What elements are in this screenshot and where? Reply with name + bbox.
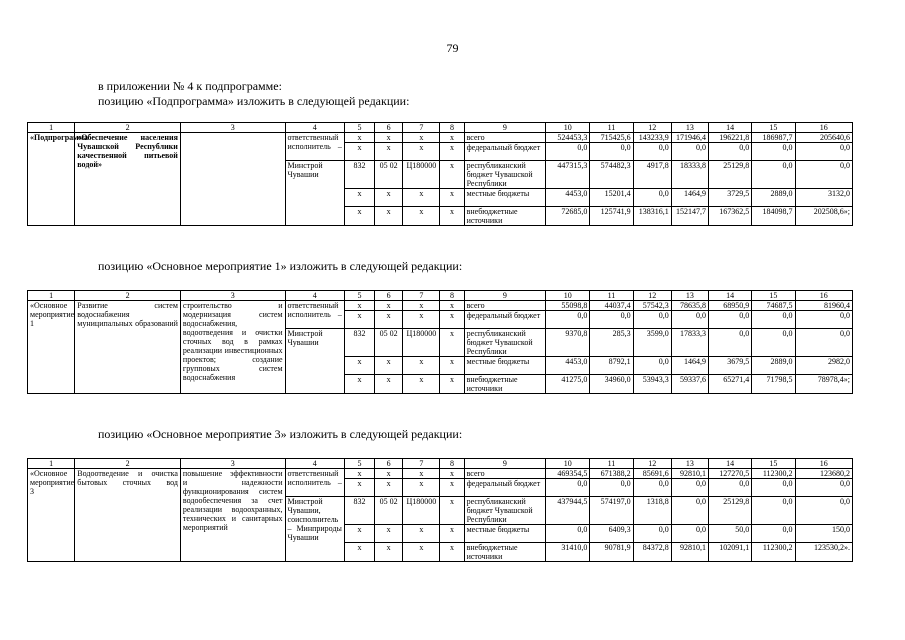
value-cell: 0,0 (795, 311, 852, 329)
column-number: 7 (403, 459, 440, 469)
table-row (28, 469, 853, 479)
value-cell: 138316,1 (633, 207, 671, 226)
value-cell: 2982,0 (795, 357, 852, 375)
executor-cell: Минстрой Чувашии, соисполнитель – Минприроды Чувашии (285, 497, 344, 562)
code-type-cell: x (440, 143, 464, 161)
code-type-cell: x (440, 189, 464, 207)
funding-source-cell: республиканский бюджет Чувашской Республики (464, 329, 545, 357)
value-cell: 55098,8 (546, 301, 590, 311)
value-cell: 123680,2 (795, 469, 852, 479)
code-target-cell: Ц180000 (403, 161, 440, 189)
code-type-cell: x (440, 311, 464, 329)
table-header-row (28, 123, 853, 133)
code-gov-cell: x (344, 357, 374, 375)
value-cell: 78978,4»; (795, 375, 852, 394)
page-number: 79 (446, 41, 459, 55)
value-cell: 25129,8 (709, 161, 752, 189)
code-section-cell: x (375, 311, 403, 329)
column-number: 6 (375, 459, 403, 469)
code-type-cell: x (440, 543, 464, 562)
value-cell: 167362,5 (709, 207, 752, 226)
column-number: 6 (375, 291, 403, 301)
value-cell: 0,0 (709, 311, 752, 329)
value-cell: 184098,7 (752, 207, 795, 226)
column-number: 13 (671, 123, 708, 133)
code-gov-cell: 832 (344, 497, 374, 525)
column-number: 1 (28, 459, 75, 469)
code-target-cell: Ц180000 (403, 497, 440, 525)
value-cell: 25129,8 (709, 497, 752, 525)
code-section-cell: x (375, 543, 403, 562)
value-cell: 202508,6»; (795, 207, 852, 226)
column-number: 13 (671, 291, 708, 301)
value-cell: 437944,5 (546, 497, 590, 525)
column-number: 15 (752, 291, 795, 301)
column-number: 9 (464, 291, 545, 301)
value-cell: 0,0 (590, 479, 633, 497)
value-cell: 0,0 (752, 311, 795, 329)
value-cell: 0,0 (752, 479, 795, 497)
value-cell: 0,0 (709, 143, 752, 161)
code-target-cell: x (403, 133, 440, 143)
value-cell: 524453,3 (546, 133, 590, 143)
code-type-cell: x (440, 357, 464, 375)
value-cell: 0,0 (752, 161, 795, 189)
value-cell: 671388,2 (590, 469, 633, 479)
value-cell: 92810,1 (671, 469, 708, 479)
code-gov-cell: x (344, 375, 374, 394)
column-number: 16 (795, 291, 852, 301)
value-cell: 285,3 (590, 329, 633, 357)
intro-line-2: позицию «Подпрограмма» изложить в следующей редакции: (98, 94, 410, 108)
column-number: 1 (28, 291, 75, 301)
value-cell: 59337,6 (671, 375, 708, 394)
funding-source-cell: внебюджетные источники (464, 543, 545, 562)
value-cell: 31410,0 (546, 543, 590, 562)
column-number: 8 (440, 291, 464, 301)
column-number: 14 (709, 459, 752, 469)
value-cell: 0,0 (752, 497, 795, 525)
funding-source-cell: федеральный бюджет (464, 143, 545, 161)
code-section-cell: x (375, 525, 403, 543)
value-cell: 0,0 (590, 143, 633, 161)
value-cell: 0,0 (671, 479, 708, 497)
code-target-cell: x (403, 301, 440, 311)
value-cell: 41275,0 (546, 375, 590, 394)
value-cell: 1464,9 (671, 189, 708, 207)
value-cell: 0,0 (546, 525, 590, 543)
code-gov-cell: x (344, 207, 374, 226)
funding-source-cell: федеральный бюджет (464, 479, 545, 497)
code-type-cell: x (440, 497, 464, 525)
status-cell: «Основное мероприятие 1 (28, 301, 75, 394)
code-type-cell: x (440, 329, 464, 357)
name-cell: Развитие систем водоснабжения муниципальных образований (75, 301, 181, 394)
value-cell: 123530,2». (795, 543, 852, 562)
value-cell: 0,0 (795, 329, 852, 357)
value-cell: 0,0 (590, 311, 633, 329)
column-number: 8 (440, 123, 464, 133)
value-cell: 0,0 (633, 479, 671, 497)
value-cell: 3679,5 (709, 357, 752, 375)
funding-source-cell: внебюджетные источники (464, 375, 545, 394)
code-type-cell: x (440, 133, 464, 143)
code-gov-cell: x (344, 133, 374, 143)
column-number: 5 (344, 459, 374, 469)
code-type-cell: x (440, 479, 464, 497)
value-cell: 0,0 (633, 311, 671, 329)
column-number: 9 (464, 123, 545, 133)
code-type-cell: x (440, 525, 464, 543)
funding-source-cell: местные бюджеты (464, 525, 545, 543)
intro-line-1: в приложении № 4 к подпрограмме: (98, 79, 282, 93)
value-cell: 0,0 (633, 357, 671, 375)
name-cell: Водоотведение и очистка бытовых сточных вод (75, 469, 181, 562)
value-cell: 1318,8 (633, 497, 671, 525)
code-target-cell: x (403, 469, 440, 479)
value-cell: 574482,3 (590, 161, 633, 189)
code-target-cell: x (403, 543, 440, 562)
code-gov-cell: x (344, 469, 374, 479)
value-cell: 1464,9 (671, 357, 708, 375)
code-section-cell: x (375, 143, 403, 161)
code-gov-cell: x (344, 543, 374, 562)
executor-cell: Минстрой Чувашии (285, 329, 344, 394)
column-number: 11 (590, 459, 633, 469)
code-target-cell: x (403, 375, 440, 394)
task-cell: повышение эффективности и надежности функционирования систем водообеспечения за счет реализации водоохранных, технических и санитарных мероприятий (180, 469, 285, 562)
value-cell: 150,0 (795, 525, 852, 543)
value-cell: 102091,1 (709, 543, 752, 562)
column-number: 8 (440, 459, 464, 469)
code-section-cell: x (375, 375, 403, 394)
code-target-cell: x (403, 311, 440, 329)
code-section-cell: 05 02 (375, 329, 403, 357)
value-cell: 53943,3 (633, 375, 671, 394)
code-target-cell: x (403, 207, 440, 226)
code-gov-cell: 832 (344, 161, 374, 189)
task-cell (180, 133, 285, 226)
code-type-cell: x (440, 301, 464, 311)
task-cell: строительство и модернизация систем водоснабжения, водоотведения и очистки сточных вод в рамках реализации инвестиционных проектов; создание групповых систем водоснабжения (180, 301, 285, 394)
column-number: 3 (180, 291, 285, 301)
column-number: 12 (633, 291, 671, 301)
value-cell: 0,0 (709, 479, 752, 497)
column-number: 13 (671, 459, 708, 469)
value-cell: 715425,6 (590, 133, 633, 143)
budget-table-3 (27, 458, 853, 562)
column-number: 14 (709, 123, 752, 133)
value-cell: 84372,8 (633, 543, 671, 562)
status-cell: «Подпрограмма (28, 133, 75, 226)
funding-source-cell: всего (464, 469, 545, 479)
code-gov-cell: x (344, 301, 374, 311)
executor-cell: ответственный исполнитель – (285, 133, 344, 161)
code-section-cell: x (375, 189, 403, 207)
code-type-cell: x (440, 161, 464, 189)
code-target-cell: x (403, 143, 440, 161)
column-number: 2 (75, 123, 181, 133)
code-target-cell: x (403, 357, 440, 375)
value-cell: 2889,0 (752, 189, 795, 207)
value-cell: 112300,2 (752, 543, 795, 562)
table-row (28, 133, 853, 143)
funding-source-cell: республиканский бюджет Чувашской Республики (464, 497, 545, 525)
value-cell: 78635,8 (671, 301, 708, 311)
value-cell: 3599,0 (633, 329, 671, 357)
value-cell: 90781,9 (590, 543, 633, 562)
column-number: 9 (464, 459, 545, 469)
funding-source-cell: федеральный бюджет (464, 311, 545, 329)
table-row (28, 301, 853, 311)
code-target-cell: x (403, 189, 440, 207)
value-cell: 0,0 (795, 497, 852, 525)
executor-cell: ответственный исполнитель – (285, 301, 344, 329)
value-cell: 186987,7 (752, 133, 795, 143)
value-cell: 0,0 (709, 329, 752, 357)
value-cell: 574197,0 (590, 497, 633, 525)
column-number: 5 (344, 123, 374, 133)
code-target-cell: x (403, 525, 440, 543)
value-cell: 71798,5 (752, 375, 795, 394)
value-cell: 0,0 (671, 497, 708, 525)
code-section-cell: x (375, 301, 403, 311)
value-cell: 125741,9 (590, 207, 633, 226)
value-cell: 81960,4 (795, 301, 852, 311)
value-cell: 127270,5 (709, 469, 752, 479)
value-cell: 143233,9 (633, 133, 671, 143)
column-number: 1 (28, 123, 75, 133)
value-cell: 92810,1 (671, 543, 708, 562)
code-type-cell: x (440, 375, 464, 394)
value-cell: 196221,8 (709, 133, 752, 143)
value-cell: 205640,6 (795, 133, 852, 143)
budget-table-2 (27, 290, 853, 394)
column-number: 5 (344, 291, 374, 301)
name-cell: «Обеспечение населения Чувашской Республики качественной питьевой водой» (75, 133, 181, 226)
value-cell: 17833,3 (671, 329, 708, 357)
value-cell: 68950,9 (709, 301, 752, 311)
value-cell: 4453,0 (546, 357, 590, 375)
value-cell: 44037,4 (590, 301, 633, 311)
value-cell: 8792,1 (590, 357, 633, 375)
status-cell: «Основное мероприятие 3 (28, 469, 75, 562)
value-cell: 18333,8 (671, 161, 708, 189)
value-cell: 4917,8 (633, 161, 671, 189)
funding-source-cell: местные бюджеты (464, 357, 545, 375)
executor-cell: ответственный исполнитель – (285, 469, 344, 497)
value-cell: 3729,5 (709, 189, 752, 207)
value-cell: 0,0 (633, 525, 671, 543)
code-gov-cell: x (344, 189, 374, 207)
column-number: 16 (795, 459, 852, 469)
code-section-cell: x (375, 469, 403, 479)
code-target-cell: x (403, 479, 440, 497)
column-number: 10 (546, 291, 590, 301)
value-cell: 0,0 (752, 329, 795, 357)
funding-source-cell: всего (464, 301, 545, 311)
value-cell: 72685,0 (546, 207, 590, 226)
code-type-cell: x (440, 469, 464, 479)
value-cell: 65271,4 (709, 375, 752, 394)
executor-cell: Минстрой Чувашии (285, 161, 344, 226)
value-cell: 112300,2 (752, 469, 795, 479)
code-section-cell: 05 02 (375, 497, 403, 525)
column-number: 4 (285, 123, 344, 133)
value-cell: 50,0 (709, 525, 752, 543)
value-cell: 0,0 (671, 143, 708, 161)
value-cell: 469354,5 (546, 469, 590, 479)
paragraph-main-event-1: позицию «Основное мероприятие 1» изложить в следующей редакции: (98, 259, 463, 273)
code-section-cell: x (375, 133, 403, 143)
value-cell: 0,0 (546, 143, 590, 161)
column-number: 7 (403, 123, 440, 133)
column-number: 12 (633, 123, 671, 133)
value-cell: 57542,3 (633, 301, 671, 311)
column-number: 7 (403, 291, 440, 301)
value-cell: 4453,0 (546, 189, 590, 207)
value-cell: 0,0 (752, 525, 795, 543)
value-cell: 0,0 (795, 479, 852, 497)
column-number: 11 (590, 291, 633, 301)
column-number: 14 (709, 291, 752, 301)
column-number: 16 (795, 123, 852, 133)
column-number: 15 (752, 459, 795, 469)
code-section-cell: x (375, 479, 403, 497)
table-header-row (28, 291, 853, 301)
value-cell: 0,0 (752, 143, 795, 161)
value-cell: 0,0 (633, 143, 671, 161)
column-number: 15 (752, 123, 795, 133)
value-cell: 2889,0 (752, 357, 795, 375)
value-cell: 15201,4 (590, 189, 633, 207)
column-number: 6 (375, 123, 403, 133)
value-cell: 0,0 (546, 479, 590, 497)
code-section-cell: x (375, 207, 403, 226)
value-cell: 0,0 (633, 189, 671, 207)
paragraph-main-event-3: позицию «Основное мероприятие 3» изложить в следующей редакции: (98, 427, 463, 441)
funding-source-cell: республиканский бюджет Чувашской Республики (464, 161, 545, 189)
code-gov-cell: x (344, 311, 374, 329)
funding-source-cell: местные бюджеты (464, 189, 545, 207)
code-section-cell: 05 02 (375, 161, 403, 189)
code-gov-cell: 832 (344, 329, 374, 357)
column-number: 2 (75, 291, 181, 301)
column-number: 12 (633, 459, 671, 469)
column-number: 3 (180, 459, 285, 469)
column-number: 11 (590, 123, 633, 133)
column-number: 3 (180, 123, 285, 133)
code-gov-cell: x (344, 143, 374, 161)
value-cell: 74687,5 (752, 301, 795, 311)
value-cell: 9370,8 (546, 329, 590, 357)
value-cell: 447315,3 (546, 161, 590, 189)
column-number: 10 (546, 123, 590, 133)
table-header-row (28, 459, 853, 469)
column-number: 2 (75, 459, 181, 469)
code-target-cell: Ц180000 (403, 329, 440, 357)
funding-source-cell: всего (464, 133, 545, 143)
value-cell: 171946,4 (671, 133, 708, 143)
value-cell: 152147,7 (671, 207, 708, 226)
value-cell: 0,0 (795, 161, 852, 189)
value-cell: 34960,0 (590, 375, 633, 394)
column-number: 4 (285, 459, 344, 469)
column-number: 10 (546, 459, 590, 469)
value-cell: 0,0 (671, 525, 708, 543)
code-section-cell: x (375, 357, 403, 375)
funding-source-cell: внебюджетные источники (464, 207, 545, 226)
column-number: 4 (285, 291, 344, 301)
code-type-cell: x (440, 207, 464, 226)
value-cell: 85691,6 (633, 469, 671, 479)
budget-table-1 (27, 122, 853, 226)
value-cell: 0,0 (671, 311, 708, 329)
value-cell: 6409,3 (590, 525, 633, 543)
code-gov-cell: x (344, 479, 374, 497)
value-cell: 0,0 (546, 311, 590, 329)
value-cell: 3132,0 (795, 189, 852, 207)
code-gov-cell: x (344, 525, 374, 543)
value-cell: 0,0 (795, 143, 852, 161)
